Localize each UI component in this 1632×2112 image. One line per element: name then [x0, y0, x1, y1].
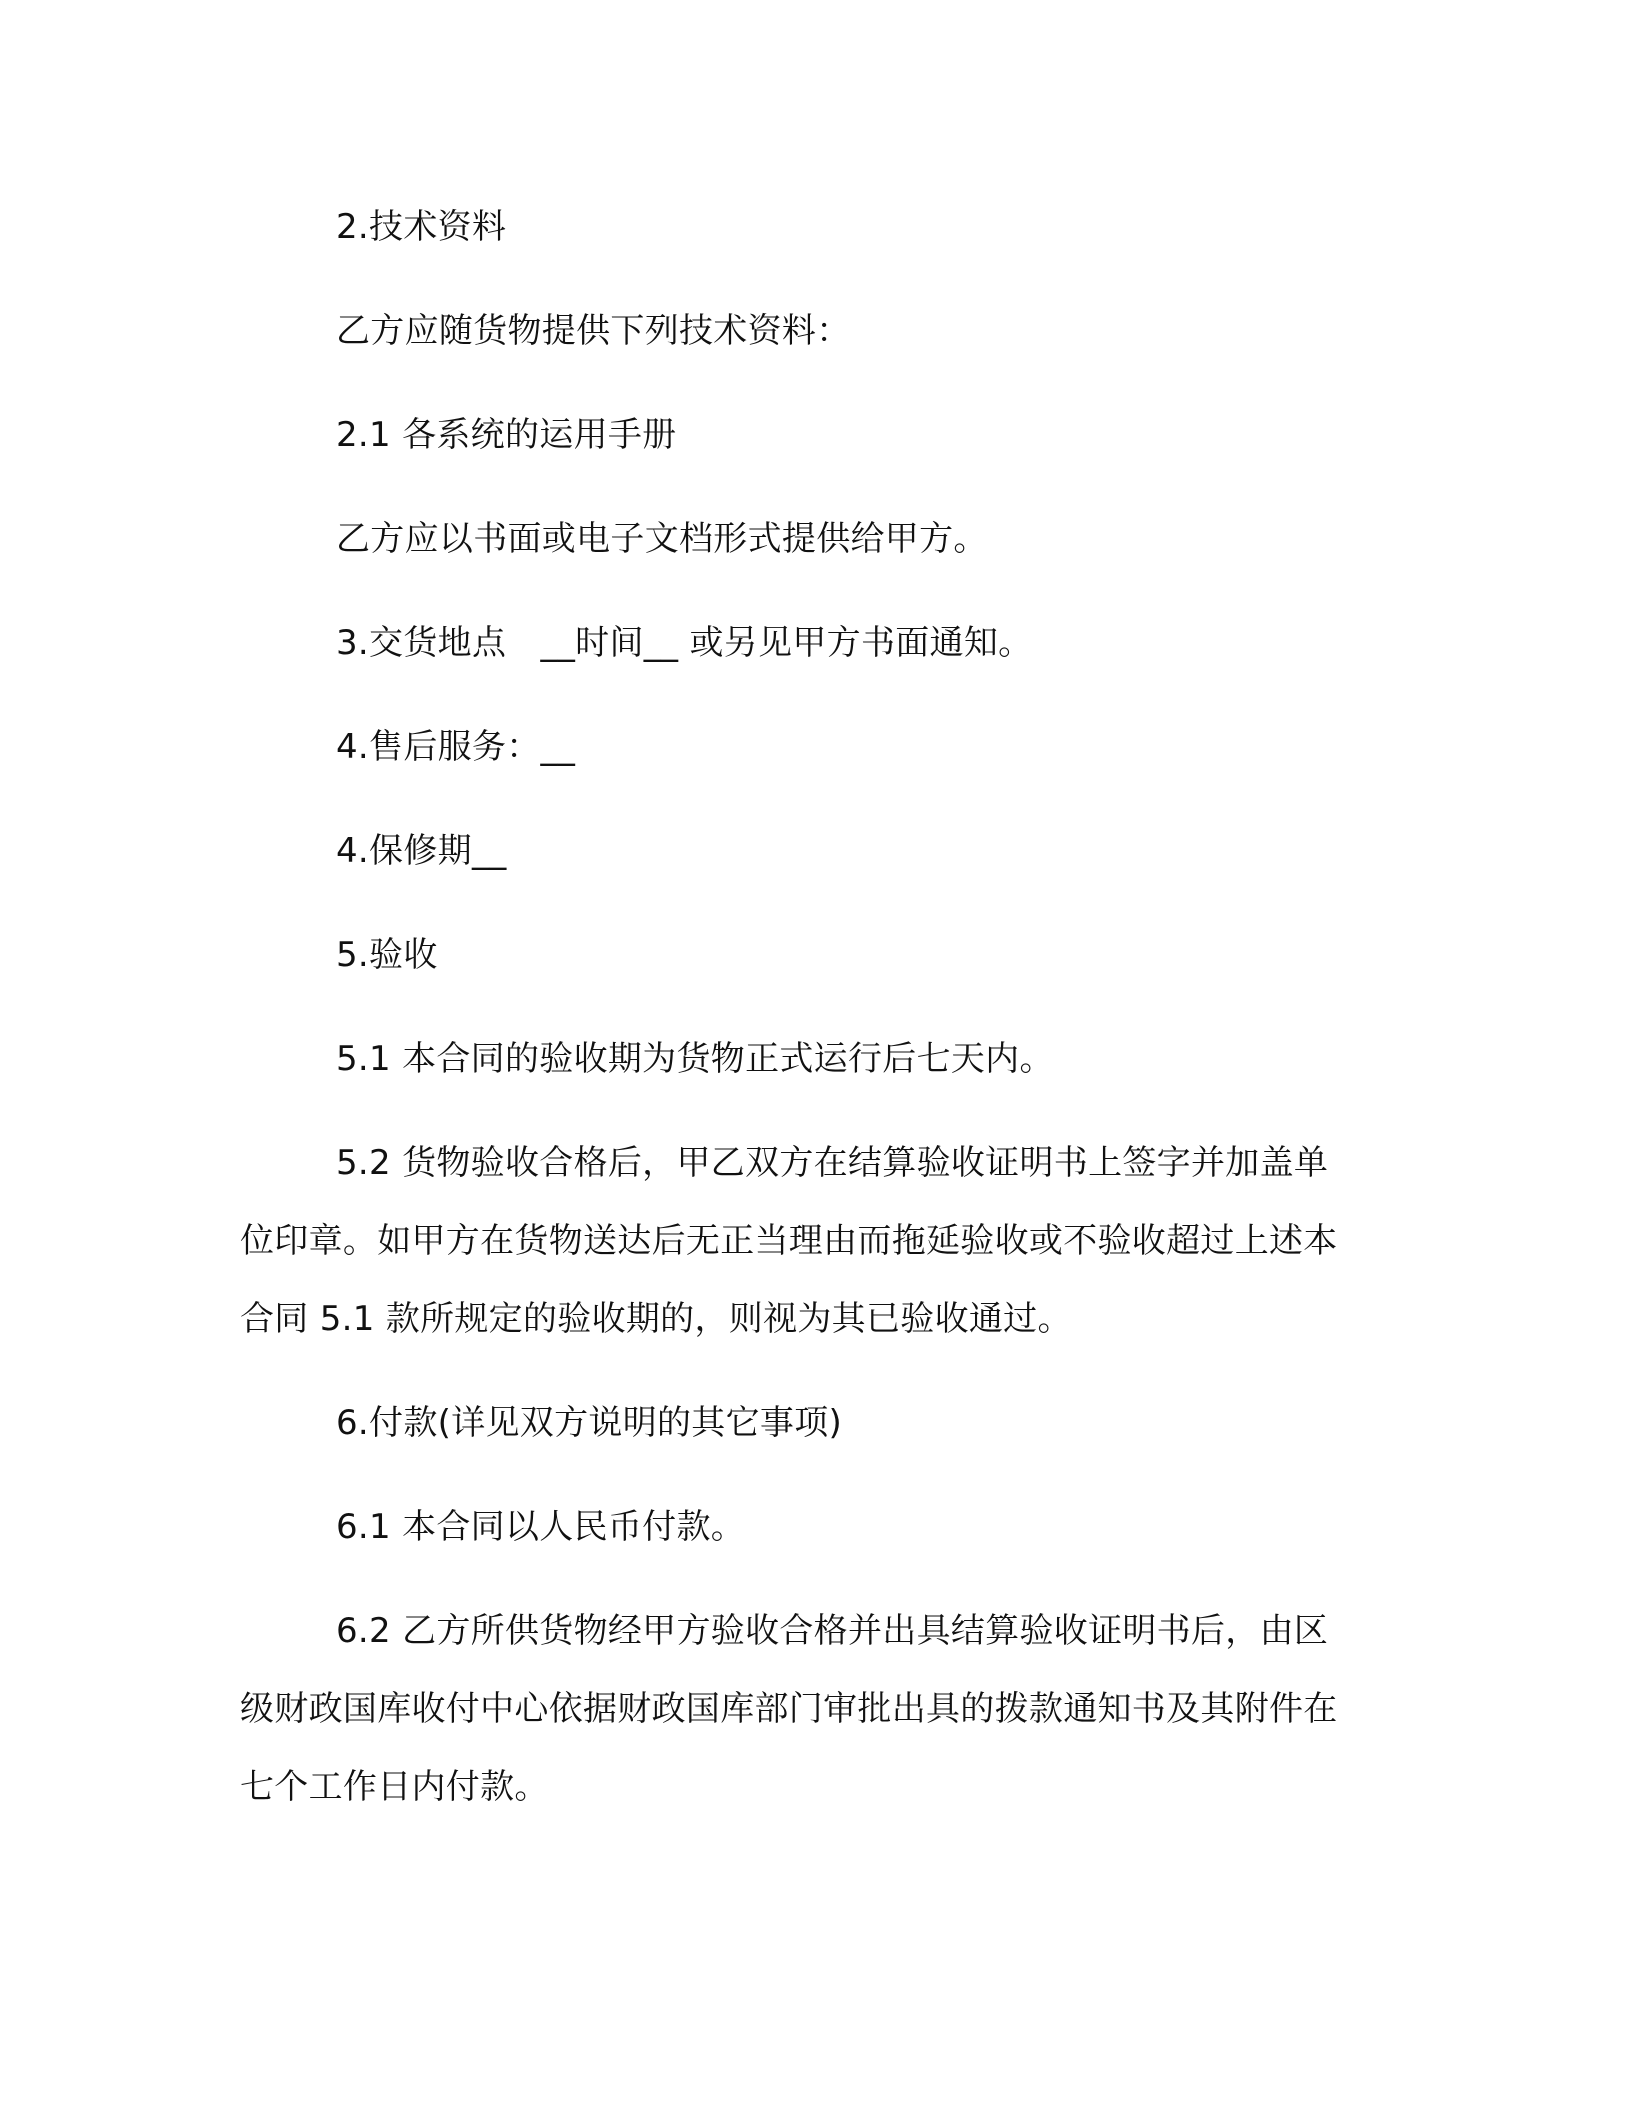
clause-2-1: 2.1 各系统的运用手册 — [336, 415, 677, 455]
clause-warranty: 4.保修期__ — [336, 831, 507, 871]
document-body — [240, 188, 1362, 1852]
clause-6-2: 6.2 乙方所供货物经甲方验收合格并出具结算验收证明书后，由区级财政国库收付中心依据财政国库部门审批出具的拨款通知书及其附件在七个工作日内付款。 — [240, 1611, 1338, 1807]
heading-technical-docs: 2.技术资料 — [336, 207, 507, 247]
clause-delivery-location: 3.交货地点 __时间__ 或另见甲方书面通知。 — [336, 623, 1033, 663]
clause-5-2: 5.2 货物验收合格后，甲乙双方在结算验收证明书上签字并加盖单位印章。如甲方在货物送达后无正当理由而拖延验收或不验收超过上述本合同 5.1 款所规定的验收期的，则视为其已验收通过。 — [240, 1143, 1338, 1339]
clause-6-1: 6.1 本合同以人民币付款。 — [336, 1507, 746, 1547]
clause-5-1: 5.1 本合同的验收期为货物正式运行后七天内。 — [336, 1039, 1054, 1079]
heading-acceptance: 5.验收 — [336, 935, 438, 975]
paragraph-delivery-format: 乙方应以书面或电子文档形式提供给甲方。 — [336, 519, 988, 559]
paragraph-technical-docs-intro: 乙方应随货物提供下列技术资料： — [336, 311, 851, 351]
heading-payment: 6.付款(详见双方说明的其它事项) — [336, 1403, 843, 1443]
clause-after-sales: 4.售后服务：__ — [336, 727, 576, 767]
